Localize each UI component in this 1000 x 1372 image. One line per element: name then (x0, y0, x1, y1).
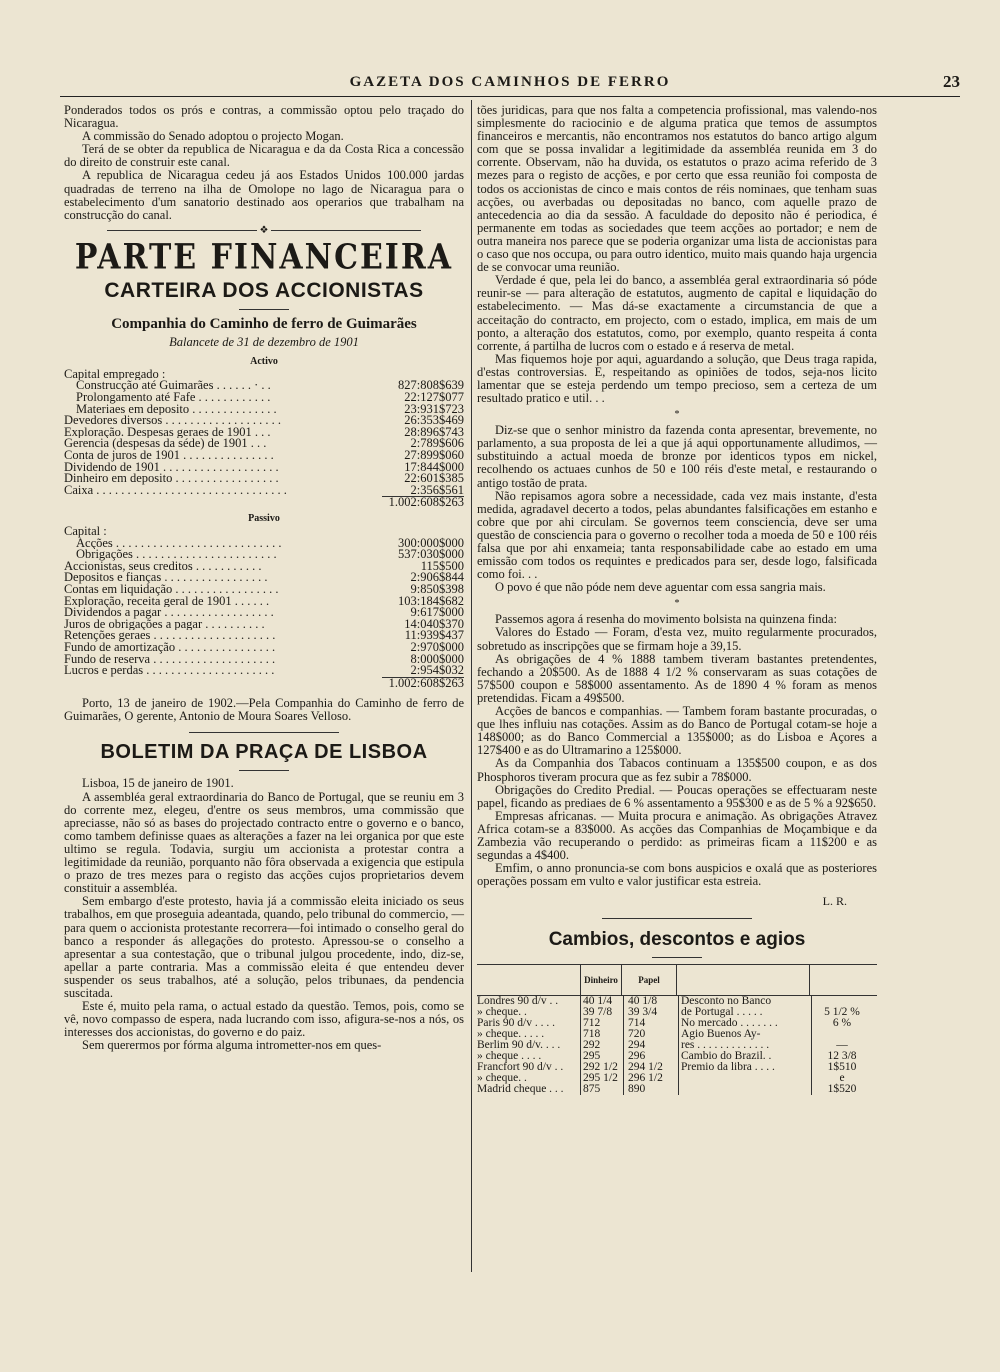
company-title: Companhia do Caminho de ferro de Guimarães (111, 315, 417, 332)
balance-label: Devedores diversos . . . . . . . . . . . . . . . . . . . (64, 415, 281, 427)
balance-label: Capital empregado : (64, 368, 166, 381)
article-paragraph: Não repisamos agora sobre a necessidade, cada vez mais instante, d'esta medida, agradavel decerto a todos, pelas abundantes falsificações em estanho e cobre que por ahi circulam. Se governos teem consciencia, deve ser uma questão de consciencia para o governo o recolher toda a moeda de 50 e 100 réis falsa que por ahi enxameia; tanta responsabilidade cabe ao estado em uma emissão com todos os requintes e predicados para ser, desde logo, falsificada como foi. . . (477, 488, 877, 582)
short-rule (239, 309, 289, 310)
cambio-papel: 714 (623, 1018, 678, 1029)
balance-value: 2:970$000 (410, 639, 464, 654)
cambio-label: Francfort 90 d/v . . (477, 1061, 564, 1074)
passivo-total-row (64, 677, 464, 690)
cambios-header (477, 964, 877, 996)
cambio-papel: 296 (623, 1051, 678, 1062)
nicaragua-paragraph: Terá de se obter da republica de Nicaragua e da da Costa Rica a concessão do direito de construir este canal. (64, 142, 464, 170)
bolsa-paragraph: Passemos agora á resenha do movimento bolsista na quinzena finda: (495, 612, 837, 627)
desconto-label (678, 1084, 811, 1095)
balance-label: Acções . . . . . . . . . . . . . . . . . . . . . . . . . . . (76, 537, 282, 550)
cambio-papel: 294 (623, 1040, 678, 1051)
balance-value: 103:184$682 (398, 593, 464, 608)
balance-subtitle: Balancete de 31 de dezembro de 1901 (169, 334, 359, 349)
balance-row (64, 665, 464, 677)
desconto-label (678, 1073, 811, 1084)
balance-row (64, 630, 464, 642)
balance-value: 537:030$000 (398, 547, 464, 562)
cambios-row (477, 1062, 877, 1073)
desconto-label: Agio Buenos Ay- (678, 1029, 811, 1040)
carteira-title: CARTEIRA DOS ACCIONISTAS (104, 278, 424, 302)
cambio-dinheiro: 292 (580, 1040, 623, 1051)
desconto-value: 1$520 (811, 1084, 872, 1095)
balance-label: Obrigações . . . . . . . . . . . . . . . . . . . . . . . (76, 549, 277, 561)
cambio-dinheiro: 292 1/2 (580, 1062, 623, 1073)
balance-label: Depositos e fianças . . . . . . . . . . . . . . . . . (64, 572, 268, 584)
bolsa-paragraph: Emfim, o anno pronuncia-se com bons auspicios e oxalá que as posteriores operações possam em vulto e valor justificar esta estreia. (477, 861, 877, 889)
balance-label: Juros de obrigações a pagar . . . . . . . . . . (64, 618, 265, 631)
cambios-table (477, 996, 877, 1095)
balance-value: 9:617$000 (410, 605, 464, 620)
signature: L. R. (822, 894, 847, 909)
balance-value: 2:906$844 (410, 570, 464, 585)
desconto-label: Cambio do Brazil. . (678, 1051, 811, 1062)
cambio-label: » cheque. . . . . (477, 1028, 545, 1041)
cambio-papel: 890 (623, 1084, 678, 1095)
section-title: PARTE FINANCEIRA (74, 237, 454, 278)
ornament-divider (64, 726, 464, 737)
nicaragua-paragraph: A republica de Nicaragua cedeu já aos Estados Unidos 100.000 jardas quadradas de terreno na ilha de Omolope no lago de Nicaragua para o estabelecimento d'um sanatorio destinado aos operarios que trabalham na construcção do canal. (64, 168, 464, 222)
bolsa-paragraph: As obrigações de 4 % 1888 tambem tiveram bastantes pretendentes, fechando a 20$500. As de 1888 4 1/2 % conservaram as suas cotações de 57$500 coupon e 58$000 assentamento. As de 1890 4 % foram as menos pretendidas. Ficam a 49$500. (477, 651, 877, 705)
balance-label: Dividendo de 1901 . . . . . . . . . . . . . . . . . . . (64, 461, 279, 474)
balance-row (64, 549, 464, 561)
asterisk-divider: * (674, 598, 680, 610)
balance-value: 28:896$743 (404, 424, 464, 439)
cambio-papel: 294 1/2 (623, 1062, 678, 1073)
left-column (64, 104, 464, 1052)
balance-label: Prolongamento até Fafe . . . . . . . . . . . . (76, 392, 271, 404)
ornament-divider (477, 912, 877, 923)
balance-label: Caixa . . . . . . . . . . . . . . . . . . . . . . . . . . . . . . . (64, 484, 287, 497)
balance-label: Contas em liquidação . . . . . . . . . . . . . . . . . (64, 583, 279, 596)
ornament-divider: ❖ (64, 225, 464, 236)
balance-value: 115$500 (420, 558, 464, 573)
balance-label: Accionistas, seus creditos . . . . . . . . . . . (64, 560, 262, 573)
article-paragraph: O povo é que não póde nem deve aguentar com essa sangria mais. (495, 580, 826, 595)
balance-row (64, 424, 464, 439)
balance-row (64, 616, 464, 631)
cambio-dinheiro: 295 (580, 1051, 623, 1062)
balance-row (64, 558, 464, 573)
balance-value: 14:040$370 (404, 616, 464, 631)
cambio-label: Madrid cheque . . . (477, 1083, 564, 1096)
cambio-dinheiro: 712 (580, 1018, 623, 1029)
desconto-label: de Portugal . . . . . (678, 1007, 811, 1018)
balance-row (64, 572, 464, 584)
col-dinheiro: Dinheiro (580, 965, 621, 995)
cambio-label: Berlim 90 d/v. . . . (477, 1039, 561, 1052)
desconto-value: e (811, 1073, 872, 1084)
balance-label: Retenções geraes . . . . . . . . . . . . . . . . . . . . (64, 630, 276, 642)
cambio-dinheiro: 39 7/8 (580, 1007, 623, 1018)
balance-label: Conta de juros de 1901 . . . . . . . . . . . . . . . (64, 450, 274, 462)
header-rule (60, 96, 960, 97)
balance-value: 827:808$639 (398, 378, 464, 393)
cambio-label: Londres 90 d/v . . (477, 995, 559, 1008)
right-column (477, 104, 877, 1095)
balance-label: Fundo de reserva . . . . . . . . . . . . . . . . . . . . (64, 653, 276, 666)
balance-value: 11:939$437 (404, 628, 464, 643)
bolsa-paragraph: As da Companhia dos Tabacos continuam a 135$500 coupon, e as dos Phosphoros tiveram procura que as fez subir a 78$000. (477, 756, 877, 784)
balance-row (64, 639, 464, 654)
cambio-dinheiro: 875 (580, 1084, 623, 1095)
desconto-label: No mercado . . . . . . . (678, 1018, 811, 1029)
cambios-title: Cambios, descontos e agios (548, 929, 806, 951)
boletim-paragraph: Lisboa, 15 de janeiro de 1901. (82, 776, 234, 791)
article-paragraph: Diz-se que o senhor ministro da fazenda conta apresentar, brevemente, no parlamento, a sua proposta de lei a que já aqui opportunamente alludimos, — substituindo a actual moeda de bronze por identicos typos em nickel, recolhendo os actuaes cunhos de 50 e 100 réis d'este metal, e restaurando o antigo tostão de prata. (477, 423, 877, 490)
balance-value: 23:931$723 (404, 401, 464, 416)
boletim-paragraph: A assembléa geral extraordinaria do Banco de Portugal, que se reuniu em 3 do corrente mez, elegeu, d'entre os seus membros, uma commissão que apreciasse, não só as bases do projectado contracto entre o governo e o banco, como tambem definisse quaes as alterações a fazer na lei organica por que este ultimo se regula. Todavia, surgiu um accionista a protestar contra a legitimidade da reunião, porquanto não fôra observada a exigencia que estipula o prazo de tres mezes para o registo das acções cujos proprietarios devem constituir a assembléa. (64, 789, 464, 896)
article-paragraph: Verdade é que, pela lei do banco, a assembléa geral extraordinaria só póde reunir-se — para alteração de estatutos, augmento de capital e liquidação do estabelecimento. — Mas dá-se exactamente a circumstancia de que a acceitação do contracto, em projecto, com o estado, implica, em mais de um ponto, a alteração dos estatutos, como, por exemplo, quanto respeita á conta corrente, á partilha de lucros com o estado e á reserva de metal. (477, 273, 877, 353)
cambios-row (477, 1084, 877, 1095)
cambio-papel: 296 1/2 (623, 1073, 678, 1084)
balance-value: 17:844$000 (404, 459, 464, 474)
balance-row (64, 473, 464, 485)
balance-value: 2:954$032 (410, 663, 464, 678)
balance-value: 300:000$000 (398, 535, 464, 550)
boletim-paragraph: Este é, muito pela rama, o actual estado da questão. Temos, pois, como se vê, novo compasso de espera, nada lucrando com isso, afigura-se-nos a nós, os interesses dos accionistas, do governo e do paiz. (64, 999, 464, 1040)
porto-note: Porto, 13 de janeiro de 1902.—Pela Companhia do Caminho de ferro de Guimarães, O gerente, Antonio de Moura Soares Velloso. (64, 696, 464, 724)
desconto-label: Desconto no Banco (678, 996, 811, 1007)
col-papel: Papel (621, 965, 676, 995)
activo-table (64, 369, 464, 497)
boletim-paragraph: Sem querermos por fórma alguma intrometter-nos em ques- (82, 1038, 382, 1053)
desconto-value: 6 % (811, 1018, 872, 1029)
passivo-total: 1.002:608$263 (382, 677, 464, 690)
column-divider (471, 100, 472, 1272)
boletim-title: BOLETIM DA PRAÇA DE LISBOA (100, 741, 428, 764)
bolsa-paragraph: Empresas africanas. — Muita procura e animação. As obrigações Atravez Africa cotam-se a 83$000. As acções das Companhias de Moçambique e da Zambezia vão recuperando o perdido: as primeiras ficam a 11$200 e as segundas a 4$400. (477, 808, 877, 863)
activo-total-row (64, 496, 464, 509)
cambio-dinheiro: 718 (580, 1029, 623, 1040)
nicaragua-paragraph: Ponderados todos os prós e contras, a commissão optou pelo traçado do Nicaragua. (64, 103, 464, 131)
passivo-heading: Passivo (248, 512, 280, 524)
cambio-label: » cheque . . . . (477, 1050, 542, 1063)
balance-label: Materiaes em deposito . . . . . . . . . . . . . . (76, 403, 277, 416)
desconto-label: res . . . . . . . . . . . . . (678, 1040, 811, 1051)
cambio-label: » cheque. . (477, 1006, 527, 1019)
balance-value: 22:127$077 (404, 390, 464, 405)
desconto-value: — (811, 1040, 872, 1051)
cambios-row (477, 996, 877, 1007)
balance-value: 8:000$000 (410, 651, 464, 666)
cambio-papel: 720 (623, 1029, 678, 1040)
activo-total: 1.002:608$263 (382, 496, 464, 509)
cambio-papel: 39 3/4 (623, 1007, 678, 1018)
balance-value: 27:899$060 (404, 448, 464, 462)
cambio-dinheiro: 40 1/4 (580, 996, 623, 1007)
article-paragraph: tões juridicas, para que nos falta a competencia profissional, mas valendo-nos simplesmente do raciocinio e de alguma pratica que temos de assumptos financeiros e mercantis, não encontramos nos estatutos do banco artigo algum com que se possa invalidar a legitimidade da assembléa reunida em 3 do corrente. Observam, não ha duvida, os estatutos o prazo acima referido de 3 mezes para o registo de acções, e por certo que essa reunião foi composta de todos os accionistas de cinco e mais contos de réis nominaes, que tenham suas acções, ou averbadas ou depositadas no banco, com aquelle prazo de antecedencia ao dia da sessão. A faculdade do deposito não é periodica, é permanente em todas as sociedades que teem acções ao portador; e nem de outra maneira nos parece que se poderia organizar uma lista de accionistas para o caso que nos occupa, ou para outro identico, muito mais quando haja urgencia de se convocar uma reunião. (477, 103, 877, 275)
boletim-paragraph: Sem embargo d'este protesto, havia já a commissão eleita iniciado os seus trabalhos, em que proseguia adeantada, quando, pelo tribunal do commercio, — para quem o accionista protestante recorrera—foi intimado o conselho geral do banco a responder ás allegações do protesto. Apressou-se o conselho a apresentar a sua contestação, que o tribunal julgou procedente, indo, diz-se, apellar a parte contraria. Mas a commissão eleita é que entendeu dever suspender os seus trabalhos, até a solução, pelos tribunaes, da pendencia suscitada. (64, 894, 464, 1000)
balance-value: 9:850$398 (410, 581, 464, 596)
short-rule (239, 770, 289, 771)
balance-label: Fundo de amortização . . . . . . . . . . . . . . . . (64, 641, 276, 654)
activo-heading: Activo (250, 355, 278, 367)
running-title: GAZETA DOS CAMINHOS DE FERRO (349, 74, 671, 90)
balance-value: 2:789$606 (410, 436, 464, 451)
balance-label: Construcção até Guimarães . . . . . . · . . (76, 380, 271, 393)
balance-label: Exploração, receita geral de 1901 . . . . . . (64, 595, 270, 608)
nicaragua-paragraph: A commissão do Senado adoptou o projecto Mogan. (82, 129, 344, 144)
balance-row (64, 593, 464, 608)
desconto-label: Premio da libra . . . . (678, 1062, 811, 1073)
balance-row (64, 651, 464, 666)
balance-label: Gerencia (despesas da séde) de 1901 . . . (64, 438, 267, 450)
asterisk-divider: * (674, 409, 680, 421)
balance-label: Lucros e perdas . . . . . . . . . . . . . . . . . . . . . (64, 665, 275, 677)
balance-label: Capital : (64, 525, 107, 538)
bolsa-paragraph: Obrigações do Credito Predial. — Poucas operações se effectuaram neste papel, ficando as prediaes de 6 % assentamento a 95$300 e as de 5 % a 92$650. (477, 782, 877, 810)
balance-value: 22:601$385 (404, 471, 464, 486)
desconto-value: 12 3/8 (811, 1051, 872, 1062)
short-rule (652, 957, 702, 958)
article-paragraph: Mas fiquemos hoje por aqui, aguardando a solução, que Deus traga rapida, d'estas controversias. E, respeitando as opiniões de todos, seja-nos licito lamentar que se esteja perdendo um tempo precioso, sem a certeza de um resultado pratico e util. . . (477, 351, 877, 406)
balance-label: Dinheiro em deposito . . . . . . . . . . . . . . . . . (64, 473, 279, 485)
balance-value: 26:353$469 (404, 413, 464, 428)
cambio-papel: 40 1/8 (623, 996, 678, 1007)
bolsa-paragraph: Valores do Estado — Foram, d'esta vez, muito regularmente procurados, sobretudo as inscripções que se firmam hoje a 39,15. (477, 625, 877, 653)
desconto-value: 1$510 (811, 1062, 872, 1073)
balance-label: Exploração. Despesas geraes de 1901 . . . (64, 426, 271, 439)
desconto-value: 5 1/2 % (811, 1007, 872, 1018)
cambio-label: » cheque. . (477, 1072, 527, 1085)
balance-label: Dividendos a pagar . . . . . . . . . . . . . . . . . . (64, 607, 274, 619)
page-header (60, 74, 960, 96)
cambio-label: Paris 90 d/v . . . . (477, 1017, 555, 1030)
cambio-dinheiro: 295 1/2 (580, 1073, 623, 1084)
page-number: 23 (943, 72, 960, 91)
bolsa-paragraph: Acções de bancos e companhias. — Tambem foram bastante procuradas, o que lhes influiu nas cotações. Assim as do Banco de Portugal cotam-se hoje a 148$000; as do Banco Commercial a 135$000; as do Lisboa e Açores a 127$400 e as do Ultramarino a 125$000. (477, 704, 877, 758)
passivo-table (64, 526, 464, 677)
balance-value: 2:356$561 (410, 482, 464, 497)
